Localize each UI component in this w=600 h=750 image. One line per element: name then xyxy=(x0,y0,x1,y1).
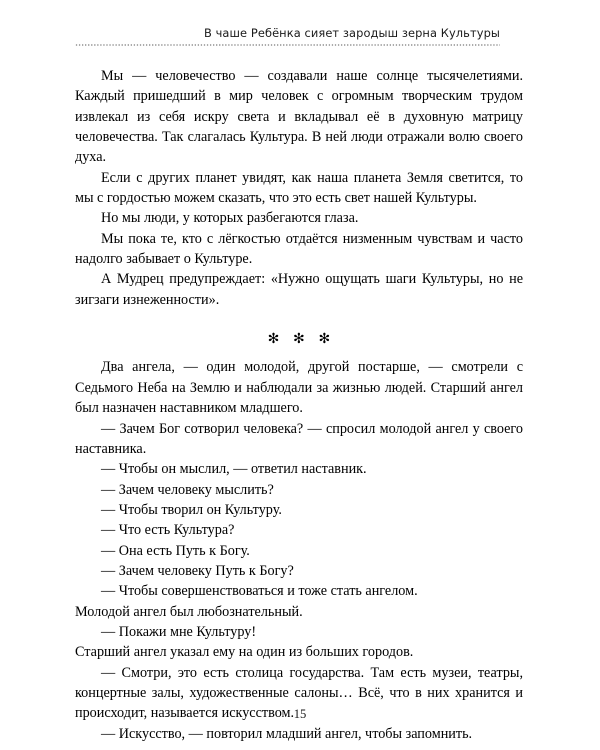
paragraph: Но мы люди, у которых разбегаются глаза. xyxy=(101,210,359,227)
paragraph: Если с других планет увидят, как наша планета Земля светится, то мы с гордостью можем сказать, что это есть свет нашей Культуры. xyxy=(75,169,523,207)
paragraph: — Искусство, — повторил младший ангел, чтобы запомнить. xyxy=(101,725,473,742)
body-text-column xyxy=(75,66,523,744)
dialogue-line: — Она есть Путь к Богу. xyxy=(101,542,250,559)
paragraph: Два ангела, — один молодой, другой постарше, — смотрели с Седьмого Неба на Землю и наблюдали за жизнью людей. Старший ангел был назначен наставником младшего. xyxy=(75,359,523,417)
dialogue-line: — Зачем человеку мыслить? xyxy=(101,481,274,498)
dialogue-line: — Чтобы он мыслил, — ответил наставник. xyxy=(101,461,367,478)
dialogue-line: — Что есть Культура? xyxy=(101,522,235,539)
page-header xyxy=(75,26,500,46)
narrative-line: Молодой ангел был любознательный. xyxy=(75,603,303,620)
dialogue-line: — Покажи мне Культуру! xyxy=(101,623,257,640)
paragraph: — Зачем Бог сотворил человека? — спросил молодой ангел у своего наставника. xyxy=(75,420,523,457)
running-header-title: В чаше Ребёнка сияет зародыш зерна Культуры xyxy=(203,26,500,40)
narrative-line: Старший ангел указал ему на один из больших городов. xyxy=(75,644,414,661)
dialogue-line: — Зачем человеку Путь к Богу? xyxy=(101,562,294,579)
page-number: 15 xyxy=(293,707,307,721)
paragraph: Мы пока те, кто с лёгкостью отдаётся низменным чувствам и часто надолго забывает о Культуре. xyxy=(75,230,523,268)
section-divider-asterisks: ✻ ✻ ✻ xyxy=(267,331,336,348)
paragraph: Мы — человечество — создавали наше солнце тысячелетиями. Каждый пришедший в мир человек с огромным творческим трудом извлекал из себя искру света и вкладывал её в духовную матрицу человечества. Так слагалась Культура. В ней люди отражали волю своего духа. xyxy=(75,68,523,166)
paragraph: А Мудрец предупреждает: «Нужно ощущать шаги Культуры, но не зигзаги изнеженности». xyxy=(75,271,523,308)
dialogue-line: — Чтобы творил он Культуру. xyxy=(101,501,282,518)
paragraph: — Смотри, это есть столица государства. Там есть музеи, театры, концертные залы, художественные салоны… Всё, что в них хранится и происходит, называется искусством. xyxy=(75,664,523,722)
dialogue-line: — Чтобы совершенствоваться и тоже стать ангелом. xyxy=(101,583,418,600)
header-dotted-rule xyxy=(75,44,500,46)
